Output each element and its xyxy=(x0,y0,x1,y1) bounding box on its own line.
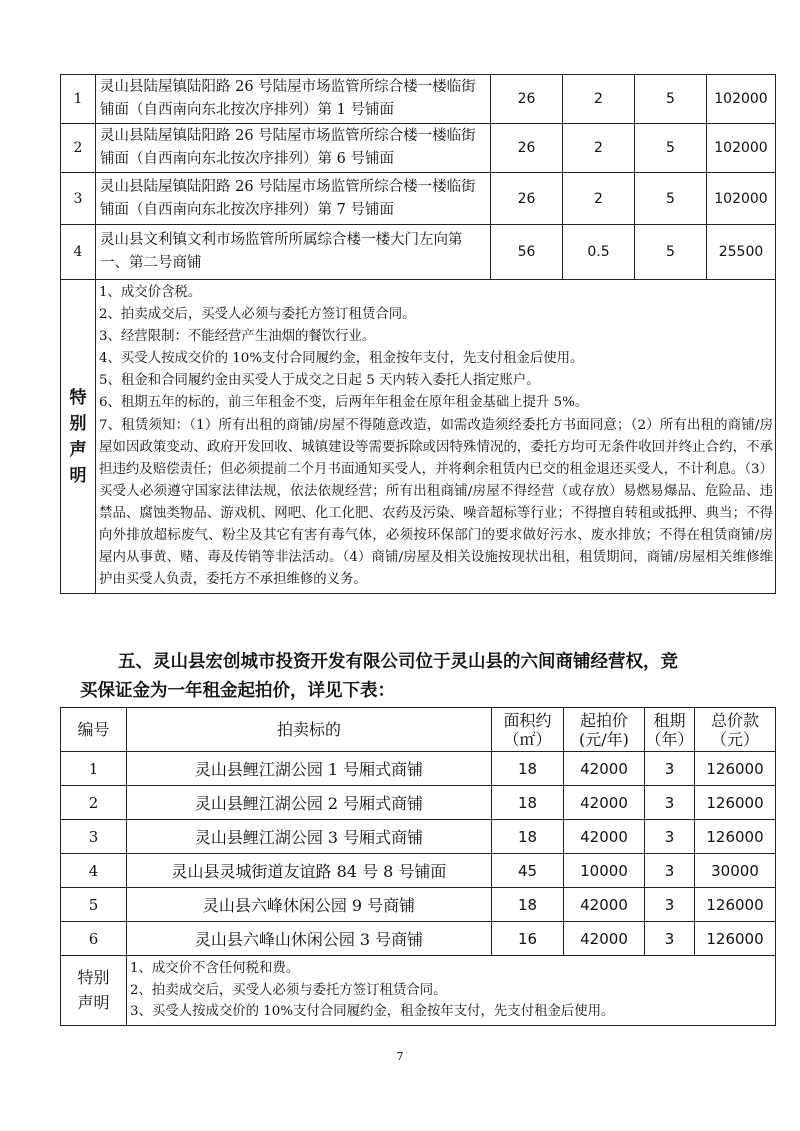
lot-area: 16 xyxy=(492,922,564,956)
note-item: 2、拍卖成交后，买受人必须与委托方签订租赁合同。 xyxy=(99,307,416,323)
lot-name: 灵山县灵城街道友谊路 84 号 8 号铺面 xyxy=(127,854,492,888)
header-price-line1: 起拍价 xyxy=(579,710,628,730)
note-item: 2、拍卖成交后，买受人必须与委托方签订租赁合同。 xyxy=(130,982,447,998)
note-item: 6、租期五年的标的，前三年租金不变，后两年年租金在原年租金基础上提升 5%。 xyxy=(99,395,589,411)
auction-table-1 xyxy=(60,74,776,594)
lot-name: 灵山县六峰休闲公园 9 号商铺 xyxy=(127,888,492,922)
lot-price: 2 xyxy=(563,173,635,225)
note-item: 1、成交价含税。 xyxy=(99,285,202,300)
row-number: 2 xyxy=(61,124,96,173)
note-item: 1、成交价不含任何税和费。 xyxy=(130,961,300,976)
lot-term: 3 xyxy=(645,922,695,956)
row-number: 4 xyxy=(61,854,127,888)
header-term xyxy=(645,708,695,752)
special-statement-text: 特别声明 xyxy=(77,968,110,1013)
row-number: 1 xyxy=(61,752,127,786)
row-number: 1 xyxy=(61,75,96,124)
lot-term: 3 xyxy=(645,752,695,786)
lot-price: 2 xyxy=(563,124,635,173)
special-statement-row xyxy=(61,280,776,594)
header-price-line2: (元/年) xyxy=(579,729,629,749)
page-number: 7 xyxy=(396,1050,404,1063)
lot-total: 25500 xyxy=(707,225,776,280)
lot-name: 灵山县六峰山休闲公园 3 号商铺 xyxy=(127,922,492,956)
note-item: 3、买受人按成交价的 10%支付合同履约金，租金按年支付，先支付租金后使用。 xyxy=(130,1004,615,1019)
lot-area: 56 xyxy=(491,225,563,280)
lot-name: 灵山县鲤江湖公园 1 号厢式商铺 xyxy=(127,752,492,786)
row-number: 2 xyxy=(61,786,127,820)
lot-area: 18 xyxy=(492,786,564,820)
lot-price: 42000 xyxy=(564,820,645,854)
lot-price: 42000 xyxy=(564,786,645,820)
row-number: 5 xyxy=(61,888,127,922)
special-statement-label xyxy=(61,280,96,594)
lot-total: 126000 xyxy=(695,888,776,922)
lot-name: 灵山县鲤江湖公园 3 号厢式商铺 xyxy=(127,820,492,854)
lot-total: 126000 xyxy=(695,922,776,956)
lot-total: 126000 xyxy=(695,820,776,854)
lot-total: 126000 xyxy=(695,752,776,786)
section-heading-line2: 买保证金为一年租金起拍价，详见下表： xyxy=(80,681,395,701)
lot-term: 3 xyxy=(645,786,695,820)
auction-table-2 xyxy=(60,707,776,1026)
lot-area: 18 xyxy=(492,888,564,922)
special-statement-notes xyxy=(96,280,776,594)
header-name: 拍卖标的 xyxy=(127,708,492,752)
lot-name: 灵山县陆屋镇陆阳路 26 号陆屋市场监管所综合楼一楼临街铺面（自西南向东北按次序排列）第 1 号铺面 xyxy=(96,75,491,124)
header-total-line2: （元） xyxy=(710,729,759,749)
lot-term: 3 xyxy=(645,820,695,854)
special-statement-notes xyxy=(127,956,776,1026)
table-row xyxy=(61,173,776,225)
header-price xyxy=(564,708,645,752)
lot-price: 0.5 xyxy=(563,225,635,280)
lot-total: 102000 xyxy=(707,75,776,124)
lot-term: 3 xyxy=(645,888,695,922)
header-area xyxy=(492,708,564,752)
lot-term: 5 xyxy=(635,75,707,124)
row-number: 3 xyxy=(61,820,127,854)
special-statement-label xyxy=(61,956,127,1026)
section-heading-line1: 五、灵山县宏创城市投资开发有限公司位于灵山县的六间商铺经营权，竞 xyxy=(118,652,678,672)
lot-area: 26 xyxy=(491,173,563,225)
lot-area: 18 xyxy=(492,752,564,786)
header-area-line1: 面积约 xyxy=(503,710,552,730)
lot-name: 灵山县陆屋镇陆阳路 26 号陆屋市场监管所综合楼一楼临街铺面（自西南向东北按次序排列）第 6 号铺面 xyxy=(96,124,491,173)
header-term-line2: （年） xyxy=(645,729,694,749)
note-item: 7、租赁须知：（1）所有出租的商铺/房屋不得随意改造，如需改造须经委托方书面同意；（2）所有出租的商铺/房屋如因政策变动、政府开发回收、城镇建设等需要拆除或因特殊情况的，委托方均可无条件收回并终止合约，不承担违约及赔偿责任；但必须提前二个月书面通知买受人，并将剩余租赁内已交的租金退还买受人，不计利息。（3）买受人必须遵守国家法律法规，依法依规经营；所有出租商铺/房屋不得经营（或存放）易燃易爆品、危险品、违禁品、腐蚀类物品、游戏机、网吧、化工化肥、农药及污染、噪音超标等行业；不得擅自转租或抵押、典当；不得向外排放超标废气、粉尘及其它有害有毒气体，必须按环保部门的要求做好污水、废水排放；不得在租赁商铺/房屋内从事黄、赌、毒及传销等非法活动。（4）商铺/房屋及相关设施按现状出租，租赁期间，商铺/房屋相关维修维护由买受人负责，委托方不承担维修的义务。 xyxy=(99,417,773,588)
lot-area: 45 xyxy=(492,854,564,888)
table-row xyxy=(61,786,776,820)
table-row xyxy=(61,888,776,922)
header-no: 编号 xyxy=(61,708,127,752)
special-statement-text: 特别声明 xyxy=(69,387,87,486)
lot-term: 5 xyxy=(635,124,707,173)
lot-price: 2 xyxy=(563,75,635,124)
lot-price: 10000 xyxy=(564,854,645,888)
lot-term: 3 xyxy=(645,854,695,888)
note-item: 5、租金和合同履约金由买受人于成交之日起 5 天内转入委托人指定账户。 xyxy=(99,373,540,389)
table-row xyxy=(61,225,776,280)
lot-term: 5 xyxy=(635,173,707,225)
header-term-line1: 租期 xyxy=(653,710,686,730)
row-number: 3 xyxy=(61,173,96,225)
lot-total: 102000 xyxy=(707,173,776,225)
lot-total: 30000 xyxy=(695,854,776,888)
lot-price: 42000 xyxy=(564,888,645,922)
note-item: 4、买受人按成交价的 10%支付合同履约金，租金按年支付，先支付租金后使用。 xyxy=(99,351,584,367)
header-area-line2: （㎡） xyxy=(503,729,552,749)
header-total-line1: 总价款 xyxy=(710,710,759,730)
lot-name: 灵山县鲤江湖公园 2 号厢式商铺 xyxy=(127,786,492,820)
table-row xyxy=(61,854,776,888)
lot-price: 42000 xyxy=(564,922,645,956)
table-row xyxy=(61,752,776,786)
row-number: 4 xyxy=(61,225,96,280)
lot-area: 26 xyxy=(491,75,563,124)
table-row xyxy=(61,820,776,854)
table-header-row xyxy=(61,708,776,752)
lot-name: 灵山县陆屋镇陆阳路 26 号陆屋市场监管所综合楼一楼临街铺面（自西南向东北按次序排列）第 7 号铺面 xyxy=(96,173,491,225)
special-statement-row xyxy=(61,956,776,1026)
lot-total: 126000 xyxy=(695,786,776,820)
table-row xyxy=(61,124,776,173)
header-total xyxy=(695,708,776,752)
table-row xyxy=(61,922,776,956)
lot-term: 5 xyxy=(635,225,707,280)
lot-total: 102000 xyxy=(707,124,776,173)
lot-area: 18 xyxy=(492,820,564,854)
lot-area: 26 xyxy=(491,124,563,173)
row-number: 6 xyxy=(61,922,127,956)
lot-price: 42000 xyxy=(564,752,645,786)
table-row xyxy=(61,75,776,124)
lot-name: 灵山县文利镇文利市场监管所所属综合楼一楼大门左向第一、第二号商铺 xyxy=(96,225,491,280)
note-item: 3、经营限制：不能经营产生油烟的餐饮行业。 xyxy=(99,329,376,345)
